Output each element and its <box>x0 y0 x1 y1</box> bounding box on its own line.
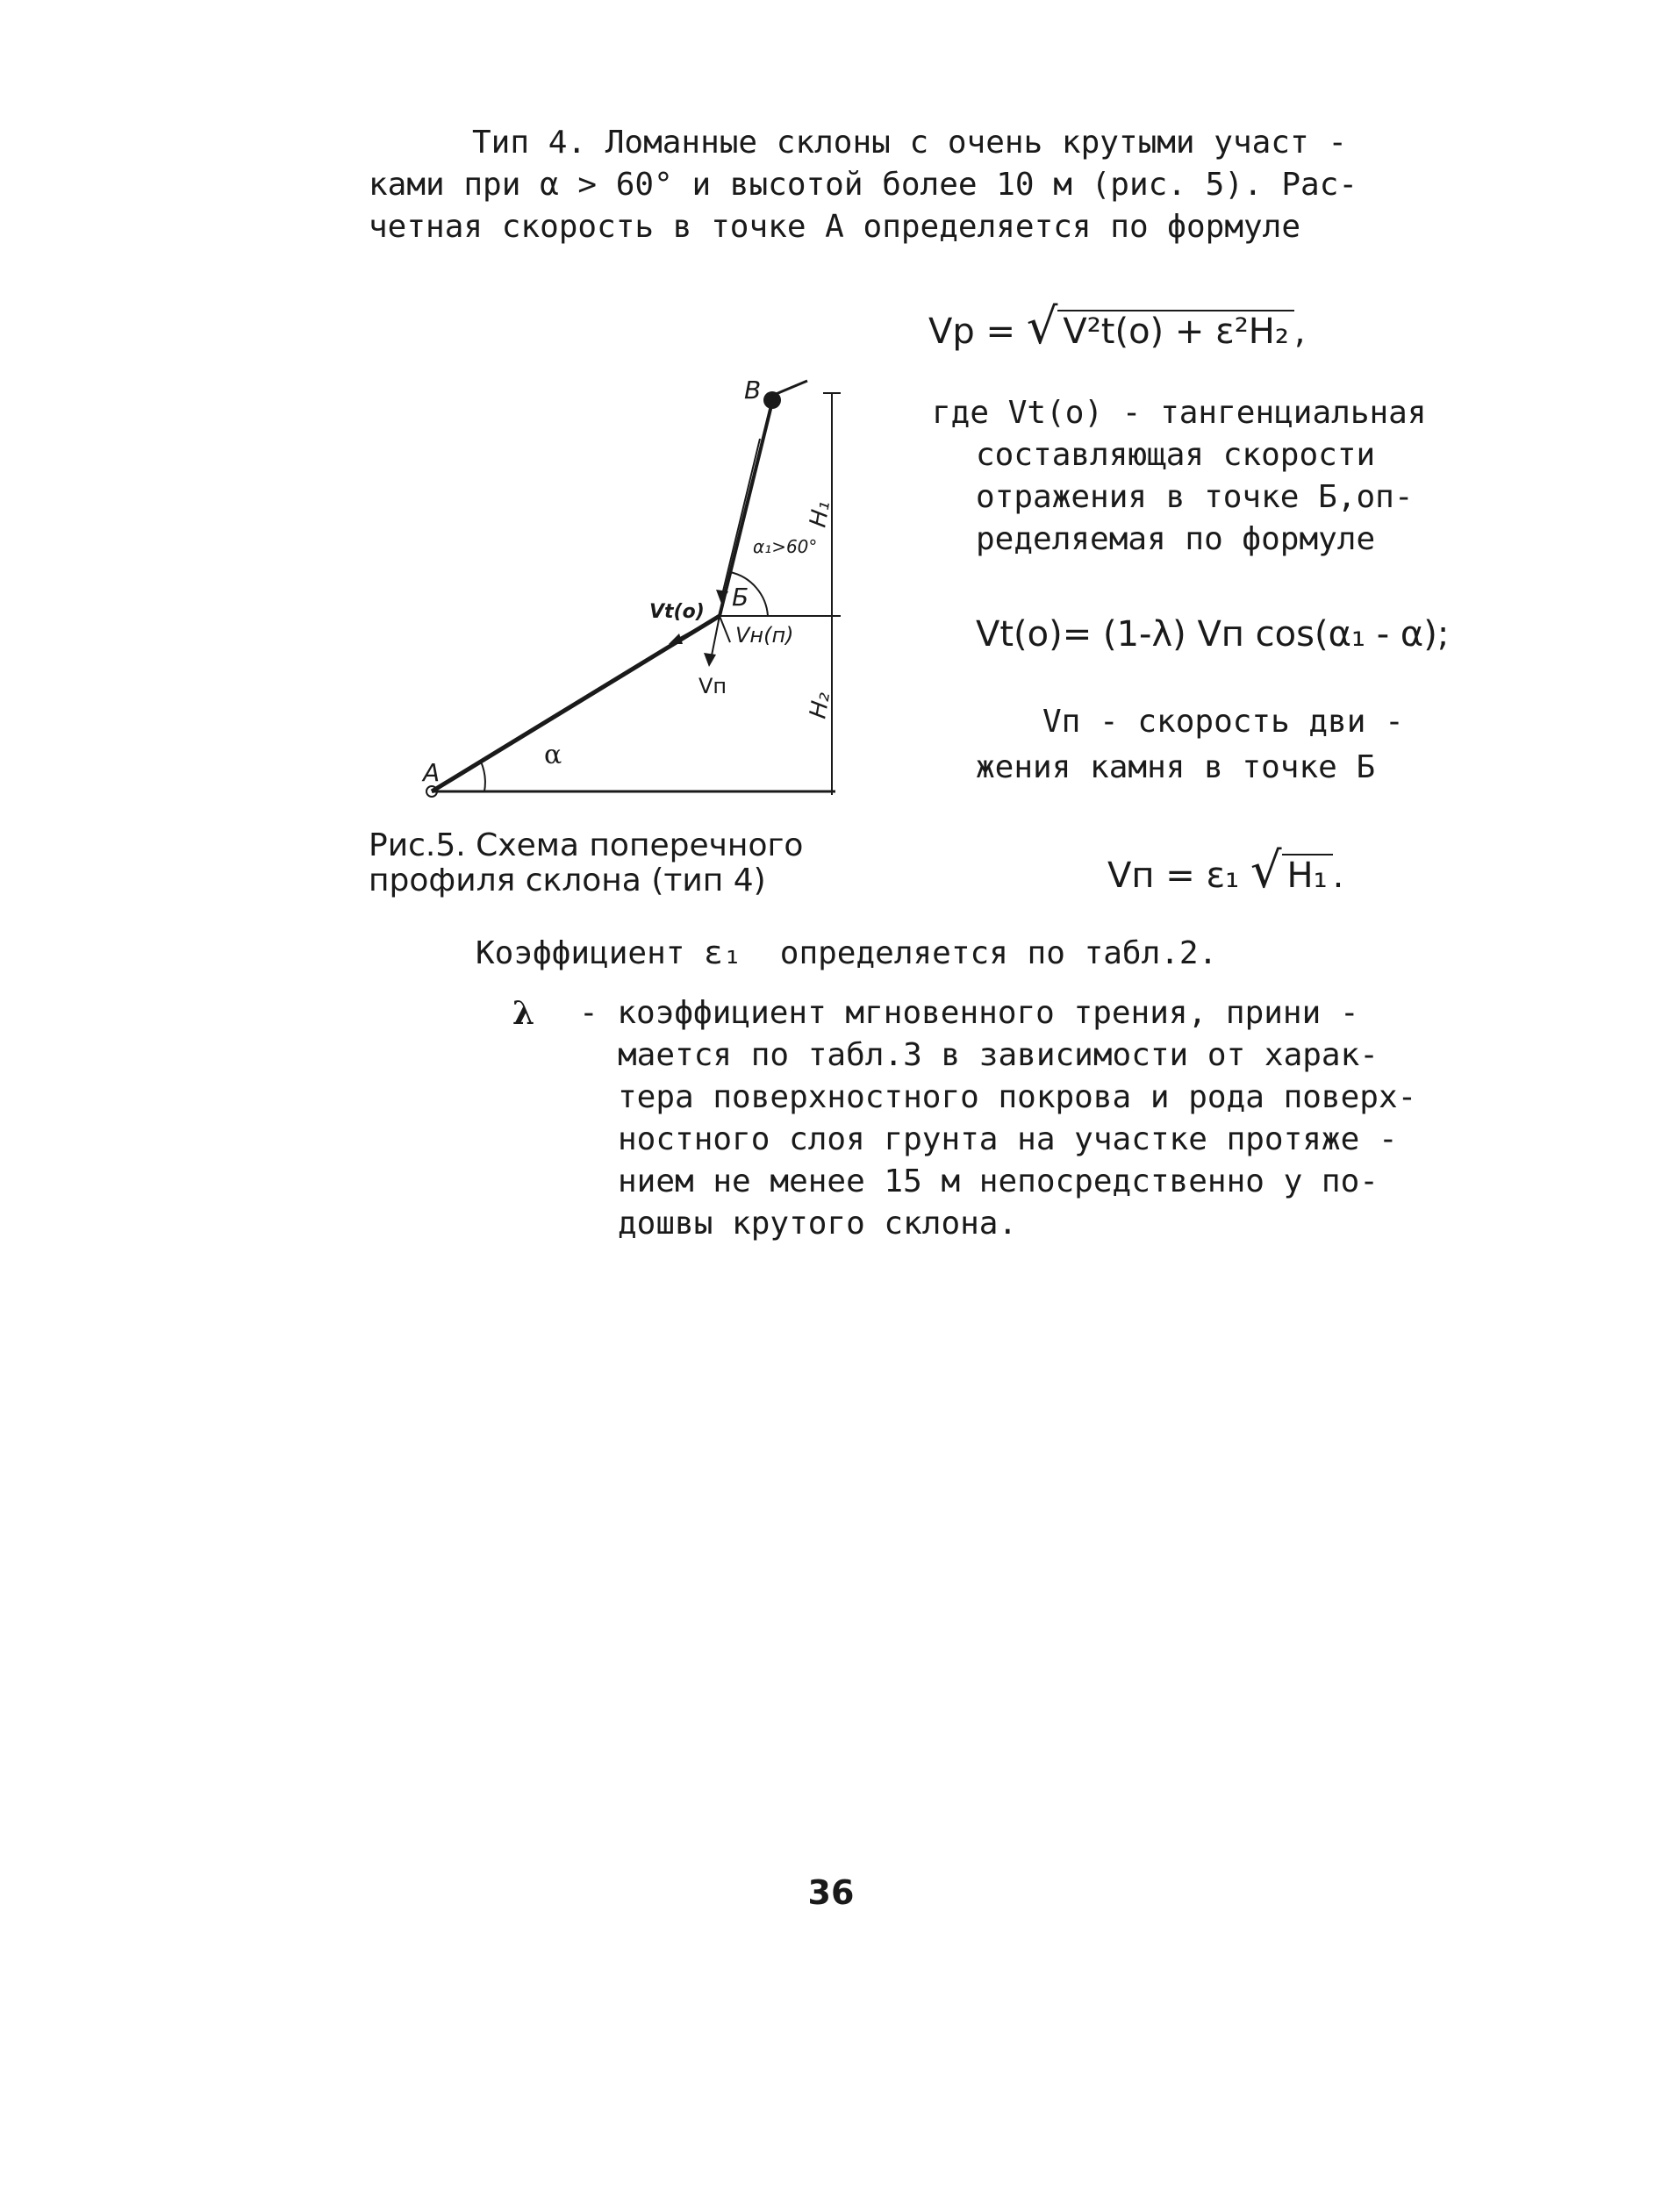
formula-vt: Vt(o)= (1-λ) Vп cos(α₁ - α); <box>976 614 1450 655</box>
slope-profile-diagram <box>412 369 904 807</box>
where-line-3: отражения в точке Б,оп- <box>976 479 1414 515</box>
alpha-arc <box>481 762 485 791</box>
vnn-arrow <box>720 616 730 642</box>
figure-caption-line-1: Рис.5. Схема поперечного <box>369 827 804 863</box>
where-line-2: составляющая скорости <box>976 437 1376 473</box>
lambda-line-3: тера поверхностного покрова и рода поверх- <box>618 1079 1417 1115</box>
formula-vp-lhs: Vp = <box>928 311 1015 352</box>
sqrt-icon: √ <box>1250 842 1282 899</box>
page-number: 36 <box>807 1873 855 1912</box>
vn-def-line-2: жения камня в точке Б <box>976 749 1376 785</box>
label-alpha-gt: α₁>60° <box>753 536 818 557</box>
label-b-top: B <box>744 376 762 404</box>
rock-icon <box>763 391 781 409</box>
intro-line-1: Тип 4. Ломанные склоны с очень крутыми участ - <box>472 125 1347 161</box>
label-alpha: α <box>544 740 562 770</box>
label-h1: H₁ <box>805 498 836 530</box>
sqrt-icon: √ <box>1026 298 1058 355</box>
intro-line-3: четная скорость в точке А определяется по формуле <box>369 209 1301 245</box>
vn-def-line-1: Vп - скорость дви - <box>1042 704 1404 740</box>
label-vnn: Vн(п) <box>735 623 794 648</box>
formula-vp <box>928 298 1306 355</box>
lambda-line-5: нием не менее 15 м непосредственно у по- <box>618 1163 1379 1199</box>
where-line-1: где Vt(o) - тангенциальная <box>932 395 1427 431</box>
label-a: A <box>423 758 441 787</box>
formula-vp-tail: , <box>1293 311 1306 352</box>
formula-vp-radicand: V²t(o) + ε²H₂ <box>1057 310 1293 352</box>
formula-vn-radicand: H₁ <box>1282 854 1333 896</box>
coef-line: Коэффициент ε₁ определяется по табл.2. <box>476 935 1218 971</box>
trajectory-arrow <box>721 439 760 598</box>
formula-vn-tail: . <box>1332 855 1344 896</box>
formula-vn <box>1107 842 1343 899</box>
formula-vn-lhs: Vп = ε₁ <box>1107 855 1240 896</box>
label-h2: H₂ <box>805 690 836 721</box>
lambda-line-4: ностного слоя грунта на участке протяже - <box>618 1121 1398 1157</box>
lambda-line-2: мается по табл.3 в зависимости от харак- <box>618 1037 1379 1073</box>
where-line-4: ределяемая по формуле <box>976 521 1376 557</box>
intro-line-2: ками при α > 60° и высотой более 10 м (рис. 5). Рас- <box>369 167 1358 203</box>
top-ridge-line <box>774 381 807 395</box>
label-vto: Vt(o) <box>649 601 705 623</box>
figure-caption-line-2: профиля склона (тип 4) <box>369 863 766 898</box>
label-vn: Vп <box>698 674 727 698</box>
lambda-line-6: дошвы крутого склона. <box>618 1206 1018 1242</box>
lambda-symbol: λ <box>512 995 535 1032</box>
lambda-line-1: - коэффициент мгновенного трения, прини - <box>579 995 1359 1031</box>
label-b-mid: Б <box>732 583 749 612</box>
